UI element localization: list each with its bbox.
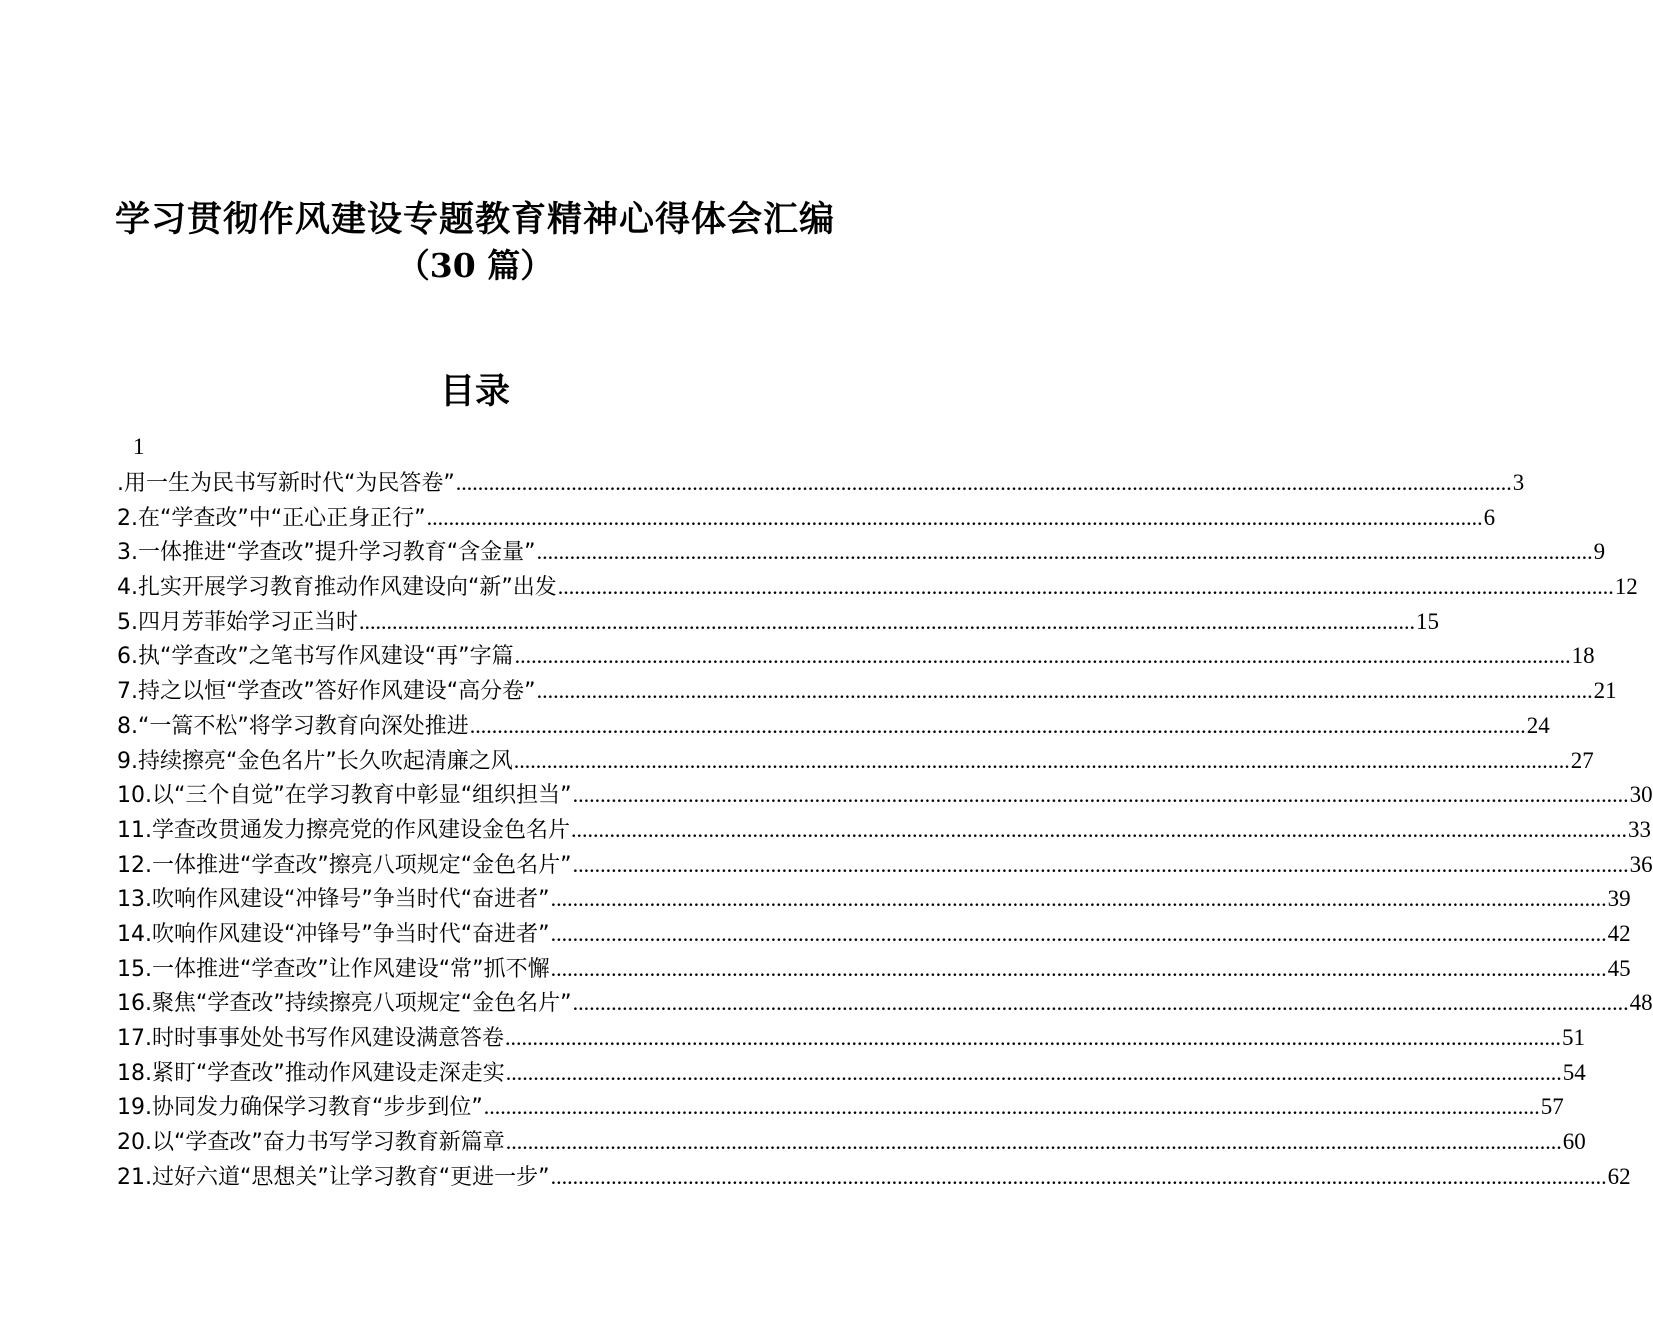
toc-entry-title: 10.以“三个自觉”在学习教育中彰显“组织担当” [117, 783, 572, 809]
toc-entry[interactable] [117, 1056, 1586, 1091]
toc-entry-page-number: 48 [1629, 990, 1653, 1016]
toc-entry-page-number: 54 [1562, 1059, 1586, 1085]
toc-leader-dots [571, 813, 1627, 848]
toc-leader-dots [537, 674, 1593, 709]
toc-entry-page-number: 3 [1512, 470, 1525, 495]
toc-entry[interactable] [117, 778, 1653, 813]
toc-entry-title: 6.执“学查改”之笔书写作风建设“再”字篇 [117, 644, 514, 670]
toc-entry-page-number: 15 [1416, 608, 1439, 634]
toc-entry-title: 17.时时事事处处书写作风建设满意答卷 [117, 1026, 504, 1051]
toc-entry-page-number: 57 [1540, 1094, 1564, 1120]
toc-leader-dots [551, 917, 1607, 952]
toc-leader-dots [551, 952, 1607, 987]
toc-leader-dots [573, 778, 1629, 813]
toc-entry[interactable] [117, 639, 1595, 674]
toc-entry-page-number: 12 [1614, 574, 1638, 600]
document-title: 学习贯彻作风建设专题教育精神心得体会汇编 [114, 199, 835, 240]
toc-entry-title: 13.吹响作风建设“冲锋号”争当时代“奋进者” [117, 887, 550, 913]
toc-entry-page-number: 18 [1571, 643, 1595, 669]
toc-entry-title: 16.聚焦“学查改”持续擦亮八项规定“金色名片” [117, 991, 572, 1017]
table-of-contents [117, 466, 1653, 1194]
toc-entry[interactable] [117, 1090, 1564, 1125]
toc-leader-dots [506, 1125, 1562, 1160]
toc-entry-page-number: 24 [1526, 712, 1550, 738]
toc-entry[interactable] [117, 570, 1638, 605]
toc-entry[interactable] [117, 466, 1525, 501]
toc-entry-title: 8.“一篙不松”将学习教育向深处推进 [117, 713, 469, 739]
toc-entry[interactable] [117, 882, 1631, 917]
toc-leader-dots [551, 882, 1607, 917]
toc-entry-title: 9.持续擦亮“金色名片”长久吹起清廉之风 [117, 748, 513, 774]
toc-leader-dots [456, 466, 1512, 501]
toc-leader-dots [558, 570, 1614, 605]
toc-entry-page-number: 9 [1593, 539, 1606, 565]
toc-entry-page-number: 6 [1483, 504, 1496, 530]
document-subtitle: （30 篇） [396, 246, 554, 285]
toc-entry[interactable] [117, 848, 1653, 883]
toc-entry-title: 7.持之以恒“学查改”答好作风建设“高分卷” [117, 679, 536, 705]
toc-entry[interactable] [117, 709, 1550, 744]
toc-entry-title: 21.过好六道“思想关”让学习教育“更进一步” [117, 1164, 550, 1190]
toc-entry-page-number: 39 [1607, 886, 1631, 912]
toc-entry-title: 19.协同发力确保学习教育“步步到位” [117, 1095, 483, 1121]
toc-entry-page-number: 45 [1607, 955, 1631, 981]
toc-entry-page-number: 36 [1629, 851, 1653, 877]
toc-entry-page-number: 21 [1593, 678, 1617, 704]
toc-entry[interactable] [117, 1125, 1586, 1160]
toc-entry[interactable] [117, 917, 1631, 952]
toc-entry-page-number: 33 [1628, 816, 1651, 842]
toc-entry-title: 12.一体推进“学查改”擦亮八项规定“金色名片” [117, 852, 572, 878]
toc-entry-title: .用一生为民书写新时代“为民答卷” [117, 471, 455, 496]
toc-leader-dots [551, 1160, 1607, 1195]
toc-entry-title: 2.在“学查改”中“正心正身正行” [117, 505, 426, 531]
toc-entry-page-number: 42 [1607, 920, 1631, 946]
toc-entry-title: 5.四月芳菲始学习正当时 [117, 609, 358, 635]
toc-entry-title: 11.学查改贯通发力擦亮党的作风建设金色名片 [117, 817, 570, 843]
toc-entry[interactable] [117, 952, 1631, 987]
toc-entry[interactable] [117, 605, 1439, 640]
toc-entry[interactable] [117, 744, 1594, 779]
toc-entry-page-number: 62 [1607, 1163, 1631, 1189]
toc-leader-dots [514, 744, 1570, 779]
toc-leader-dots [470, 709, 1526, 744]
toc-entry-title: 15.一体推进“学查改”让作风建设“常”抓不懈 [117, 956, 550, 982]
toc-entry-page-number: 27 [1570, 747, 1594, 773]
toc-entry-title: 20.以“学查改”奋力书写学习教育新篇章 [117, 1130, 505, 1156]
toc-entry-page-number: 51 [1562, 1025, 1585, 1050]
toc-entry[interactable] [117, 1021, 1585, 1056]
toc-entry[interactable] [117, 674, 1617, 709]
toc-leader-dots [515, 639, 1571, 674]
toc-leader-dots [573, 848, 1629, 883]
toc-first-number: 1 [133, 434, 145, 459]
toc-leader-dots [359, 605, 1415, 640]
toc-heading: 目录 [439, 371, 510, 412]
toc-entry[interactable] [117, 535, 1606, 570]
toc-entry[interactable] [117, 1160, 1631, 1195]
toc-leader-dots [484, 1090, 1540, 1125]
toc-leader-dots [427, 501, 1483, 536]
toc-entry[interactable] [117, 986, 1653, 1021]
toc-entry-title: 14.吹响作风建设“冲锋号”争当时代“奋进者” [117, 921, 550, 947]
toc-entry-title: 3.一体推进“学查改”提升学习教育“含金量” [117, 540, 536, 566]
toc-leader-dots [537, 535, 1593, 570]
toc-entry-title: 18.紧盯“学查改”推动作风建设走深走实 [117, 1060, 505, 1086]
toc-leader-dots [573, 986, 1629, 1021]
toc-entry[interactable] [117, 813, 1651, 848]
toc-entry-title: 4.扎实开展学习教育推动作风建设向“新”出发 [117, 575, 557, 601]
toc-entry[interactable] [117, 501, 1496, 536]
toc-leader-dots [506, 1056, 1562, 1091]
toc-entry-page-number: 30 [1629, 782, 1653, 808]
toc-entry-page-number: 60 [1562, 1129, 1586, 1155]
toc-leader-dots [505, 1021, 1561, 1056]
